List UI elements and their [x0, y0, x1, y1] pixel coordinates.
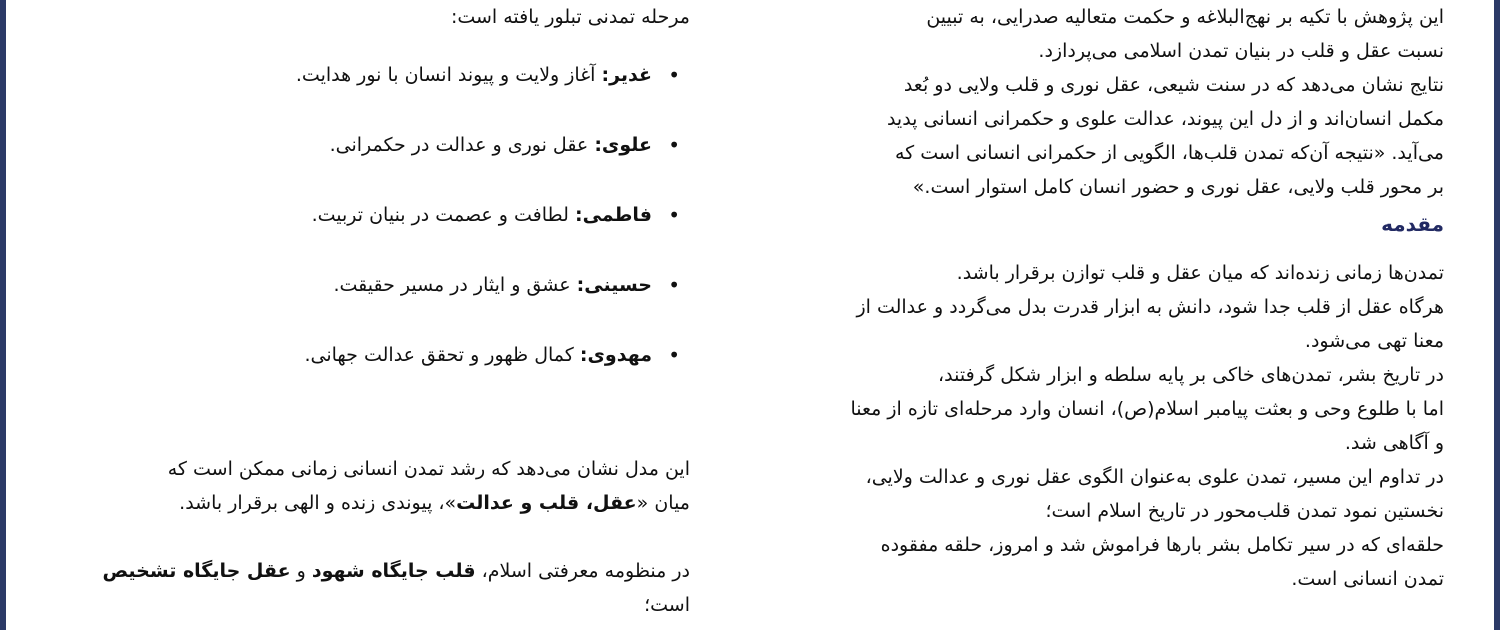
stage-description: لطافت و عصمت در بنیان تربیت.	[311, 204, 575, 226]
abstract-line: می‌آید. «نتیجه آن‌که تمدن قلب‌ها، الگویی از حکمرانی انسانی است که	[894, 142, 1444, 164]
abstract-line: مکمل انسان‌اند و از دل این پیوند، عدالت علوی و حکمرانی انسانی پدید	[886, 108, 1444, 130]
bullet-icon: •	[668, 203, 680, 227]
intro-line: در تداوم این مسیر، تمدن علوی به‌عنوان الگوی عقل نوری و عدالت ولایی،	[865, 466, 1444, 488]
conclusion-paragraph	[40, 452, 690, 520]
conclusion-line: این مدل نشان می‌دهد که رشد تمدن انسانی زمانی ممکن است که	[167, 458, 690, 480]
civilization-stages-list	[40, 58, 690, 408]
conclusion-line	[40, 486, 690, 520]
intro-line: هرگاه عقل از قلب جدا شود، دانش به ابزار قدرت بدل می‌گردد و عدالت از	[856, 296, 1444, 318]
list-item-hosseini	[40, 268, 690, 338]
stage-name: مهدوی:	[579, 344, 652, 366]
stage-name: فاطمی:	[574, 204, 652, 226]
stage-description: عقل نوری و عدالت در حکمرانی.	[329, 134, 595, 156]
abstract-line: بر محور قلب ولایی، عقل نوری و حضور انسان کامل استوار است.»	[912, 176, 1444, 198]
abstract-line: این پژوهش با تکیه بر نهج‌البلاغه و حکمت متعالیه صدرایی، به تبیین	[926, 6, 1444, 28]
stage-name: علوی:	[594, 134, 652, 156]
bullet-icon: •	[668, 63, 680, 87]
epistemic-paragraph	[40, 554, 690, 622]
stage-description: کمال ظهور و تحقق عدالت جهانی.	[304, 344, 580, 366]
emphasized-phrase: عقل، قلب و عدالت	[456, 492, 637, 514]
list-item-ghadir	[40, 58, 690, 128]
conclusion-text: »، پیوندی زنده و الهی برقرار باشد.	[179, 492, 457, 514]
intro-line: نخستین نمود تمدن قلب‌محور در تاریخ اسلام است؛	[1045, 500, 1444, 522]
right-column	[780, 0, 1444, 596]
list-item-alavi	[40, 128, 690, 198]
stage-name: غدیر:	[601, 64, 652, 86]
introduction-paragraph	[780, 256, 1444, 596]
abstract-paragraph	[780, 0, 1444, 204]
left-column	[40, 0, 690, 622]
list-item-mahdavi	[40, 338, 690, 408]
epistemic-line	[40, 554, 690, 588]
bullet-icon: •	[668, 133, 680, 157]
intro-line: تمدن انسانی است.	[1291, 568, 1444, 590]
intro-line: معنا تهی می‌شود.	[1304, 330, 1444, 352]
abstract-line: نتایج نشان می‌دهد که در سنت شیعی، عقل نوری و قلب ولایی دو بُعد	[903, 74, 1444, 96]
intro-line: اما با طلوع وحی و بعثت پیامبر اسلام(ص)، انسان وارد مرحله‌ای تازه از معنا	[850, 398, 1444, 420]
bullet-icon: •	[668, 273, 680, 297]
epistemic-line: است؛	[644, 594, 690, 616]
abstract-line: نسبت عقل و قلب در بنیان تمدن اسلامی می‌پردازد.	[1038, 40, 1444, 62]
stage-description: آغاز ولایت و پیوند انسان با نور هدایت.	[295, 64, 602, 86]
intro-line: و آگاهی شد.	[1344, 432, 1444, 454]
epistemic-text: در منظومه معرفتی اسلام،	[475, 560, 690, 582]
page-border-right	[1494, 0, 1500, 630]
stage-name: حسینی:	[576, 274, 652, 296]
intro-line: در تاریخ بشر، تمدن‌های خاکی بر پایه سلطه و ابزار شکل گرفتند،	[938, 364, 1444, 386]
stage-description: عشق و ایثار در مسیر حقیقت.	[333, 274, 577, 296]
bullet-icon: •	[668, 343, 680, 367]
emphasized-phrase: قلب جایگاه شهود	[311, 560, 476, 582]
emphasized-phrase: عقل جایگاه تشخیص	[102, 560, 291, 582]
page-border-left	[0, 0, 6, 630]
epistemic-text: و	[290, 560, 312, 582]
section-heading-introduction: مقدمه	[1381, 212, 1444, 236]
conclusion-text: میان «	[636, 492, 690, 514]
models-intro-line: مرحله تمدنی تبلور یافته است:	[450, 6, 690, 28]
intro-line: تمدن‌ها زمانی زنده‌اند که میان عقل و قلب توازن برقرار باشد.	[956, 262, 1444, 284]
list-item-fatemi	[40, 198, 690, 268]
intro-line: حلقه‌ای که در سیر تکامل بشر بارها فراموش شد و امروز، حلقه مفقوده	[880, 534, 1444, 556]
